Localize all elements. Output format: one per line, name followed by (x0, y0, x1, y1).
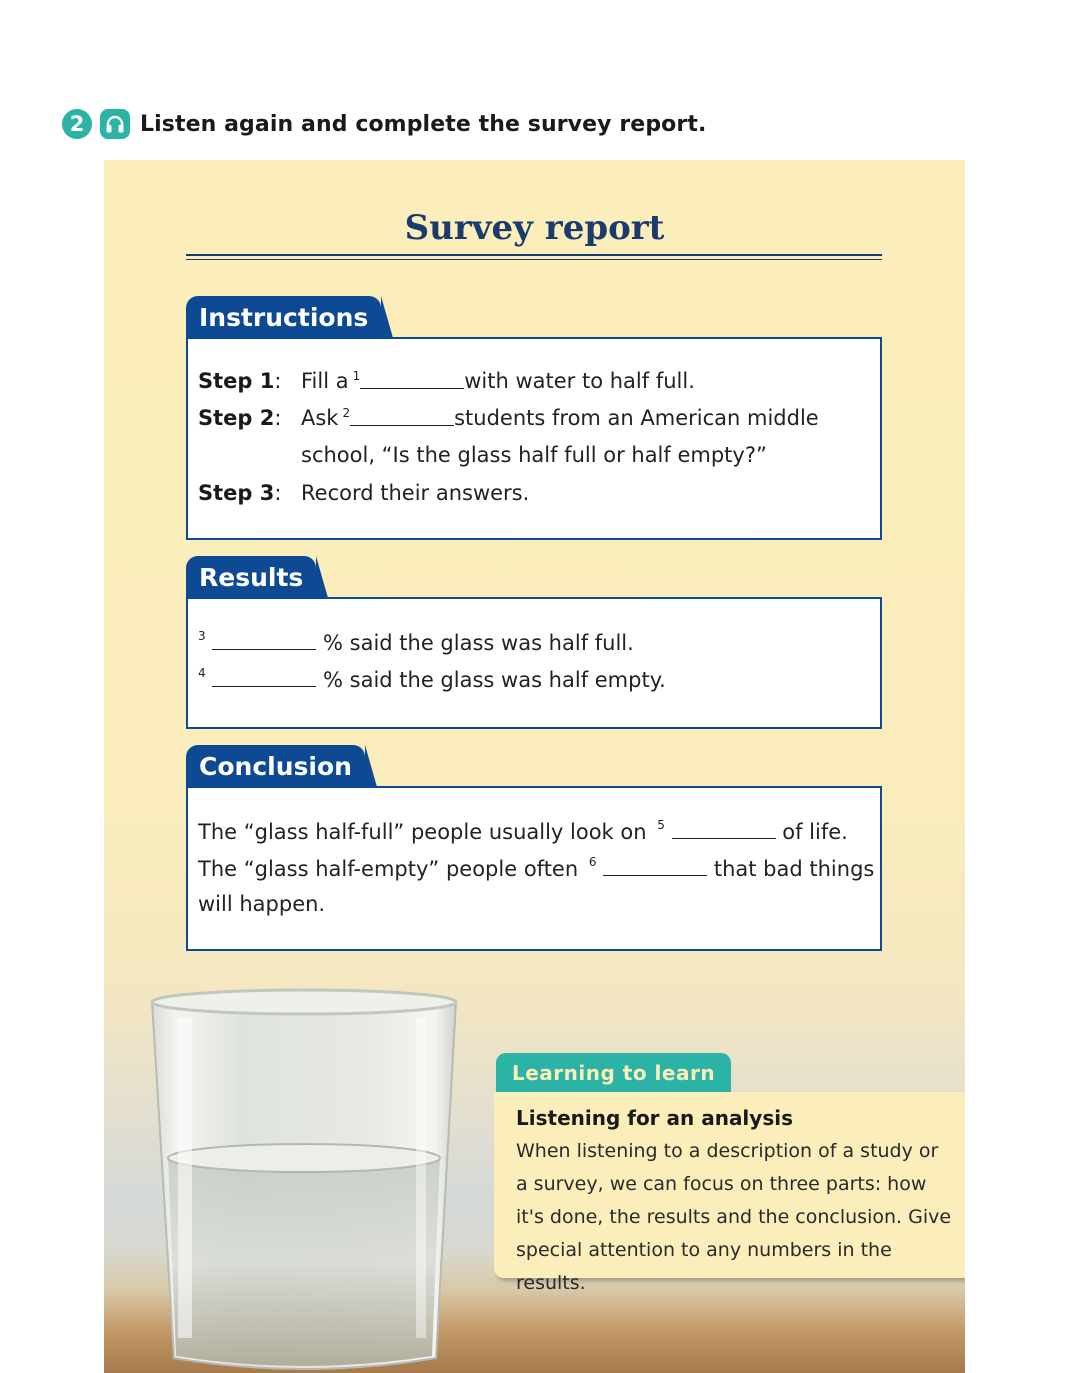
answer-blank-5[interactable] (672, 819, 776, 839)
results-tab (186, 556, 316, 598)
step-2-continued: school, “Is the glass half full or half empty?” (301, 443, 767, 467)
learning-to-learn-label: Learning to learn (512, 1061, 716, 1085)
conclusion-tab (186, 745, 365, 787)
step-1: Step 1: Fill a 1 with water to half full. (198, 369, 695, 393)
title-divider-thin (186, 259, 882, 260)
gap-number: 4 (198, 666, 206, 680)
conclusion-line-2: The “glass half-empty” people often $^6$ that bad things (198, 855, 875, 881)
conclusion-heading: Conclusion (199, 751, 352, 781)
results-box (186, 597, 882, 729)
results-line-2: $^4$ % said the glass was half empty. (198, 666, 666, 692)
tip-body: When listening to a description of a study or a survey, we can focus on three parts: how it's done, the results and the conclusion. Give special attention to any numbers in the results. (516, 1140, 952, 1294)
title-divider (186, 254, 882, 256)
tip-heading: Listening for an analysis (516, 1106, 793, 1130)
conclusion-line-1: The “glass half-full” people usually look on $^5$ of life. (198, 818, 848, 844)
instructions-tab (186, 296, 381, 338)
gap-number: 6 (588, 855, 597, 869)
instructions-heading: Instructions (199, 302, 369, 332)
gap-number: 5 (657, 818, 665, 832)
step-2: Step 2: Ask 2 students from an American middle (198, 406, 819, 430)
task-header (62, 106, 706, 142)
step-3-label: Step 3 (198, 481, 275, 505)
headphones-icon[interactable] (100, 109, 130, 139)
instructions-box (186, 337, 882, 540)
page-title: Survey report (404, 208, 665, 248)
answer-blank-6[interactable] (603, 856, 707, 876)
answer-blank-1[interactable] (360, 369, 464, 389)
gap-number: 1 (352, 369, 361, 383)
task-number-badge: 2 (62, 109, 92, 139)
results-heading: Results (199, 562, 304, 592)
survey-report-panel (104, 160, 965, 1373)
step-2-label: Step 2 (198, 406, 275, 430)
learning-to-learn-box (494, 1092, 965, 1294)
step-1-label: Step 1 (198, 369, 275, 393)
gap-number: 3 (198, 629, 206, 643)
step-3: Step 3: Record their answers. (198, 481, 530, 505)
answer-blank-2[interactable] (350, 406, 454, 426)
learning-to-learn-tab (496, 1053, 731, 1093)
glass-of-water-photo (148, 988, 460, 1373)
conclusion-box (186, 786, 882, 951)
results-line-1: $^3$ % said the glass was half full. (198, 629, 634, 655)
gap-number: 2 (342, 406, 351, 420)
answer-blank-4[interactable] (212, 667, 316, 687)
task-instruction: Listen again and complete the survey report. (140, 111, 707, 137)
answer-blank-3[interactable] (212, 630, 316, 650)
conclusion-line-3: will happen. (198, 892, 326, 916)
